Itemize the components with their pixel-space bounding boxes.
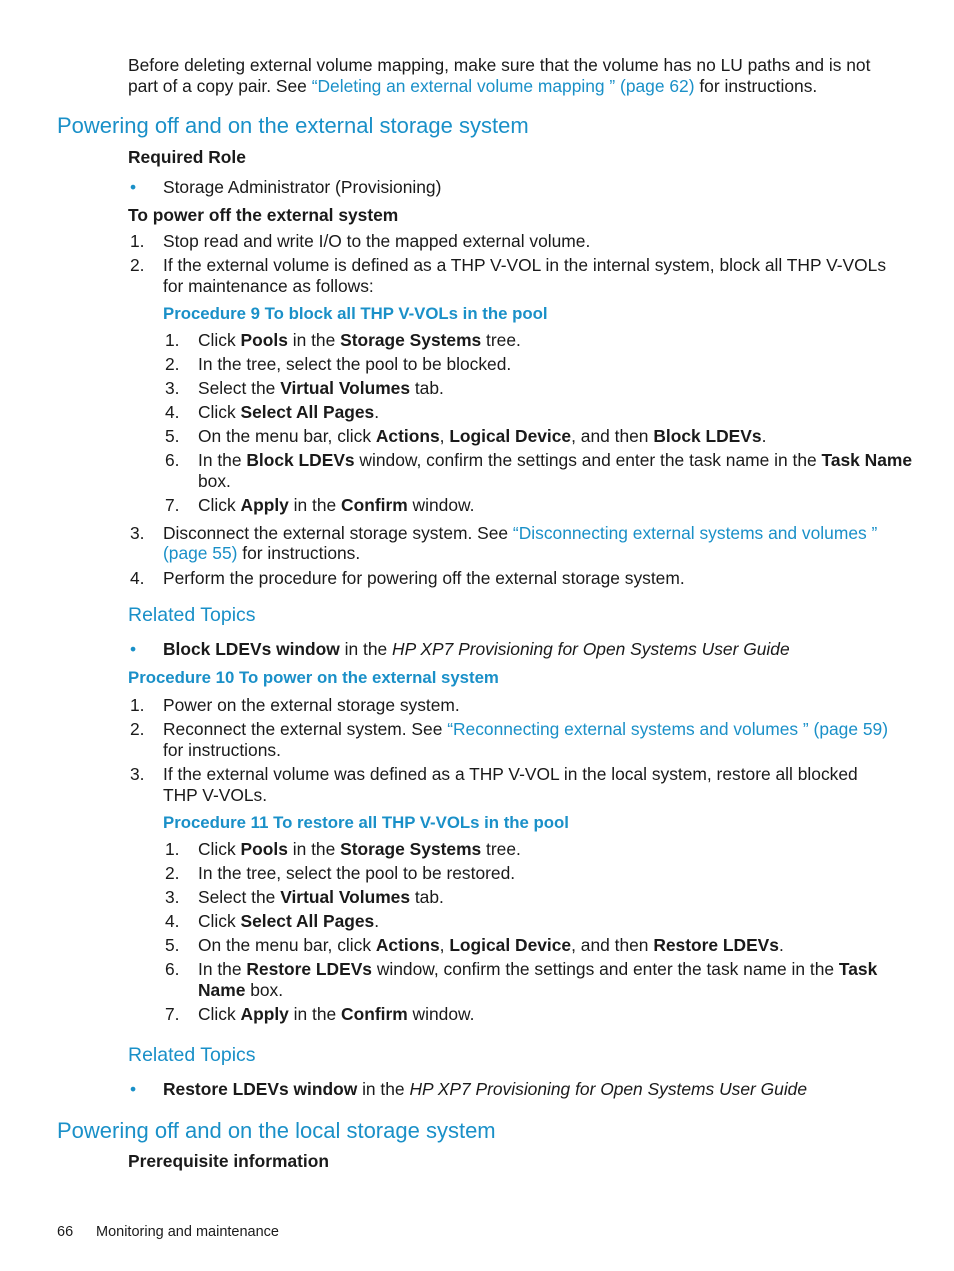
proc10-step-2 bbox=[163, 719, 888, 740]
page-number: 66 bbox=[57, 1224, 74, 1240]
ui-term: Restore LDEVs bbox=[653, 935, 779, 955]
intro-text: part of a copy pair. See bbox=[128, 76, 312, 96]
proc10-step-1: Power on the external storage system. bbox=[163, 695, 460, 715]
text: Click bbox=[198, 839, 241, 859]
text: tab. bbox=[410, 378, 444, 398]
text: window. bbox=[407, 495, 475, 515]
proc11-step-5 bbox=[198, 935, 784, 956]
text: In the bbox=[198, 450, 247, 470]
text: in the bbox=[287, 839, 341, 859]
text: , and then bbox=[571, 426, 654, 446]
ui-term: Actions bbox=[375, 935, 440, 955]
text: Click bbox=[198, 495, 241, 515]
ui-term: Pools bbox=[240, 330, 288, 350]
ui-term: Task Name bbox=[821, 450, 913, 470]
ui-term: Select All Pages bbox=[240, 402, 375, 422]
chapter-name: Monitoring and maintenance bbox=[96, 1224, 279, 1240]
ui-term: Name bbox=[198, 980, 246, 1000]
text: window, confirm the settings and enter the task name in the bbox=[354, 450, 822, 470]
role-item: Storage Administrator (Provisioning) bbox=[163, 177, 442, 197]
text: On the menu bar, click bbox=[198, 935, 376, 955]
proc10-step-2-line-2: for instructions. bbox=[163, 740, 281, 760]
text: Click bbox=[198, 1004, 241, 1024]
step-number: 1. bbox=[130, 695, 145, 715]
text: Click bbox=[198, 330, 241, 350]
ui-term: Storage Systems bbox=[340, 330, 482, 350]
ui-term: Apply bbox=[240, 1004, 289, 1024]
proc11-step-3 bbox=[198, 887, 444, 908]
step-number: 4. bbox=[130, 568, 145, 588]
text: On the menu bar, click bbox=[198, 426, 376, 446]
proc9-step-3 bbox=[198, 378, 444, 399]
ui-term: Pools bbox=[240, 839, 288, 859]
text: in the bbox=[357, 1079, 410, 1099]
proc9-step-6-line-2: box. bbox=[198, 471, 231, 491]
ui-term: Restore LDEVs bbox=[246, 959, 372, 979]
ui-term: Confirm bbox=[341, 495, 408, 515]
step-number: 3. bbox=[130, 523, 145, 543]
ui-term: Logical Device bbox=[449, 935, 572, 955]
proc11-step-1 bbox=[198, 839, 521, 860]
intro-line-2 bbox=[128, 76, 817, 97]
procedure-10-title: Procedure 10 To power on the external system bbox=[128, 668, 499, 687]
substep-number: 2. bbox=[165, 354, 180, 374]
text: tree. bbox=[481, 330, 521, 350]
substep-number: 4. bbox=[165, 911, 180, 931]
step-2-line-2: for maintenance as follows: bbox=[163, 276, 374, 296]
text: Click bbox=[198, 911, 241, 931]
text: Disconnect the external storage system. See bbox=[163, 523, 513, 543]
substep-number: 4. bbox=[165, 402, 180, 422]
text: , and then bbox=[571, 935, 654, 955]
ui-term: Block LDEVs bbox=[653, 426, 762, 446]
step-2-line-1: If the external volume is defined as a THP V-VOL in the internal system, block all THP V-VOLs bbox=[163, 255, 887, 275]
proc9-step-1 bbox=[198, 330, 521, 351]
section-heading-local: Powering off and on the local storage system bbox=[57, 1118, 496, 1143]
text: In the bbox=[198, 959, 247, 979]
proc11-step-4 bbox=[198, 911, 379, 932]
text: tab. bbox=[410, 887, 444, 907]
proc9-step-4 bbox=[198, 402, 379, 423]
text: . bbox=[761, 426, 767, 446]
step-4-text: Perform the procedure for powering off the external storage system. bbox=[163, 568, 685, 588]
ui-term: Confirm bbox=[341, 1004, 408, 1024]
text: window. bbox=[407, 1004, 475, 1024]
proc9-step-7 bbox=[198, 495, 474, 516]
text: Select the bbox=[198, 887, 281, 907]
text: in the bbox=[339, 639, 393, 659]
related-topic-title[interactable]: Restore LDEVs window bbox=[163, 1079, 358, 1099]
step-1-text: Stop read and write I/O to the mapped external volume. bbox=[163, 231, 591, 251]
related-item-block-ldevs bbox=[163, 639, 790, 660]
deleting-mapping-link[interactable]: “Deleting an external volume mapping ” (page 62) bbox=[311, 76, 695, 96]
step-number: 1. bbox=[130, 231, 145, 251]
ui-term: Task bbox=[838, 959, 878, 979]
step-3-line-1 bbox=[163, 523, 877, 544]
ui-term: Actions bbox=[375, 426, 440, 446]
text: in the bbox=[287, 330, 341, 350]
text: Reconnect the external system. See bbox=[163, 719, 448, 739]
substep-number: 1. bbox=[165, 330, 180, 350]
required-role-label: Required Role bbox=[128, 147, 246, 167]
text: . bbox=[778, 935, 784, 955]
text: for instructions. bbox=[237, 543, 361, 563]
proc9-step-5 bbox=[198, 426, 766, 447]
ui-term: Apply bbox=[240, 495, 289, 515]
substep-number: 3. bbox=[165, 887, 180, 907]
proc11-step-6 bbox=[198, 959, 877, 980]
step-number: 2. bbox=[130, 719, 145, 739]
disconnecting-link-page[interactable]: (page 55) bbox=[163, 543, 238, 563]
substep-number: 1. bbox=[165, 839, 180, 859]
text: , bbox=[439, 935, 450, 955]
proc9-step-6 bbox=[198, 450, 912, 471]
step-number: 2. bbox=[130, 255, 145, 275]
proc11-step-2: In the tree, select the pool to be restored. bbox=[198, 863, 516, 883]
related-topics-heading: Related Topics bbox=[128, 1044, 256, 1066]
text: , bbox=[439, 426, 450, 446]
ui-term: Block LDEVs bbox=[246, 450, 355, 470]
substep-number: 7. bbox=[165, 495, 180, 515]
text: Select the bbox=[198, 378, 281, 398]
substep-number: 6. bbox=[165, 959, 180, 979]
proc9-step-2: In the tree, select the pool to be blocked. bbox=[198, 354, 512, 374]
intro-line-1: Before deleting external volume mapping, make sure that the volume has no LU paths and is not bbox=[128, 55, 871, 75]
guide-title: HP XP7 Provisioning for Open Systems User Guide bbox=[392, 639, 790, 659]
bullet-icon: • bbox=[130, 639, 137, 659]
text: box. bbox=[245, 980, 284, 1000]
text: . bbox=[374, 402, 380, 422]
related-topics-heading: Related Topics bbox=[128, 604, 256, 626]
related-topic-title[interactable]: Block LDEVs window bbox=[163, 639, 340, 659]
substep-number: 7. bbox=[165, 1004, 180, 1024]
intro-text-post: for instructions. bbox=[694, 76, 818, 96]
ui-term: Virtual Volumes bbox=[280, 887, 411, 907]
proc10-step-3-line-1: If the external volume was defined as a THP V-VOL in the local system, restore all blocked bbox=[163, 764, 858, 784]
proc11-step-7 bbox=[198, 1004, 474, 1025]
text: in the bbox=[288, 495, 342, 515]
ui-term: Virtual Volumes bbox=[280, 378, 411, 398]
text: window, confirm the settings and enter the task name in the bbox=[371, 959, 839, 979]
substep-number: 6. bbox=[165, 450, 180, 470]
substep-number: 2. bbox=[165, 863, 180, 883]
procedure-11-title: Procedure 11 To restore all THP V-VOLs in the pool bbox=[163, 813, 569, 832]
proc11-step-6-line-2 bbox=[198, 980, 283, 1001]
procedure-9-title: Procedure 9 To block all THP V-VOLs in the pool bbox=[163, 304, 548, 323]
ui-term: Select All Pages bbox=[240, 911, 375, 931]
step-3-line-2 bbox=[163, 543, 360, 564]
related-item-restore-ldevs bbox=[163, 1079, 807, 1100]
text: in the bbox=[288, 1004, 342, 1024]
proc10-step-3-line-2: THP V-VOLs. bbox=[163, 785, 268, 805]
bullet-icon: • bbox=[130, 177, 137, 197]
step-number: 3. bbox=[130, 764, 145, 784]
ui-term: Logical Device bbox=[449, 426, 572, 446]
bullet-icon: • bbox=[130, 1079, 137, 1099]
substep-number: 5. bbox=[165, 935, 180, 955]
substep-number: 5. bbox=[165, 426, 180, 446]
ui-term: Storage Systems bbox=[340, 839, 482, 859]
text: . bbox=[374, 911, 380, 931]
substep-number: 3. bbox=[165, 378, 180, 398]
disconnecting-link[interactable]: “Disconnecting external systems and volumes ” bbox=[512, 523, 878, 543]
prerequisite-label: Prerequisite information bbox=[128, 1151, 329, 1171]
power-off-label: To power off the external system bbox=[128, 205, 399, 225]
section-heading-external: Powering off and on the external storage system bbox=[57, 113, 529, 138]
reconnecting-link[interactable]: “Reconnecting external systems and volumes ” (page 59) bbox=[447, 719, 888, 739]
guide-title: HP XP7 Provisioning for Open Systems User Guide bbox=[409, 1079, 808, 1099]
text: Click bbox=[198, 402, 241, 422]
text: tree. bbox=[481, 839, 521, 859]
